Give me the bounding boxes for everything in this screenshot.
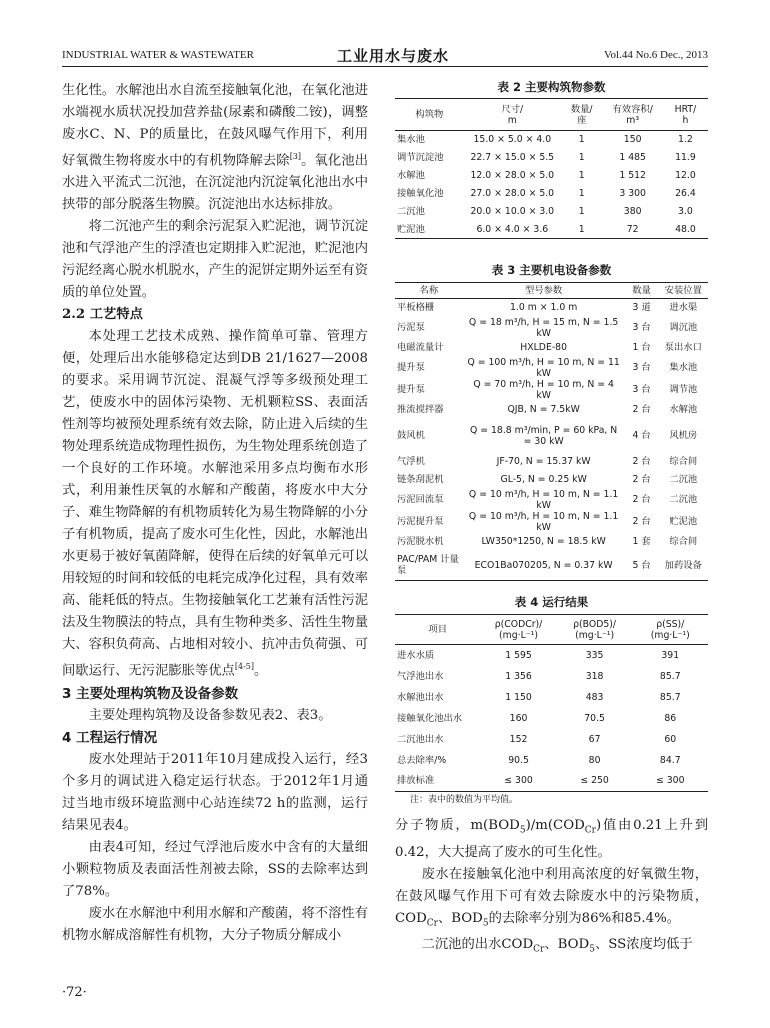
table-cell: 污泥泵 [397,322,425,333]
table-header: ρ(CODCr)/ (mg·L⁻¹) [494,618,543,641]
table-cell: 综合间 [669,456,698,467]
table-row [395,729,708,750]
table-header: ρ(BOD5)/ (mg·L⁻¹) [573,618,617,641]
paragraph: 将二沉池产生的剩余污泥泵入贮泥池，调节沉淀池和气浮池产生的浮渣也定期排入贮泥池，贮泥池内污泥经离心脱水机脱水，产生的泥饼定期外运至有资质的单位处置。 [62,219,368,301]
table-cell: 1.0 m × 1.0 m [509,302,578,314]
table-cell: Q = 70 m³/h, H = 10 m, N = 4 kW [473,378,614,401]
table-cell: ECO1Ba070205, N = 0.37 kW [474,559,613,571]
table-row [395,299,708,317]
paragraph: 主要处理构筑物及设备参数见表2、表3。 [88,707,332,723]
table-cell: 电磁流量计 [397,342,444,353]
table-header: HRT/ h [674,103,697,126]
table-cell: 3 300 [619,188,646,199]
paragraph: 二沉池的出水$COD_{Cr}$、$BOD_5$、SS浓度均低于 [421,937,693,955]
paragraph: 分子物质，$m(BOD_5)/m(COD_{Cr})$值由0.21上升到0.42，大大提高了废水的可生化性。 [395,818,708,860]
table-cell: 泵出水口 [664,342,702,353]
table-row [395,551,708,581]
table-cell: 1.2 [678,134,693,146]
table-cell: 3 台 [632,362,651,373]
table-cell: 1 [578,188,585,199]
table-row [395,401,708,419]
table-cell: QJB, N = 7.5kW [507,404,580,415]
table-cell: 380 [623,206,642,217]
table-cell: 84.7 [659,754,681,766]
table2-caption: 表 2 主要构筑物参数 [497,80,606,94]
journal-name: INDUSTRIAL WATER & WASTEWATER [62,49,254,61]
table-cell: 12.0 [675,170,696,181]
table-cell: 进水渠 [669,302,698,314]
table-cell: 2 台 [632,404,651,415]
table-cell: Q = 18 m³/h, H = 15 m, N = 1.5 kW [468,316,619,339]
table-row [395,149,708,167]
table-cell: 1 [578,134,585,146]
table-cell: ≤ 300 [504,775,533,787]
table-cell: 污泥脱水机 [397,536,444,547]
table-cell: Q = 10 m³/h, H = 10 m, N = 1.1 kW [468,488,619,511]
table-cell: 2 台 [632,456,651,467]
table-cell: 4 台 [632,430,651,441]
table4-note: 注：表中的数值为平均值。 [410,795,519,805]
table-header: 构筑物 [415,109,444,120]
table-cell: 48.0 [675,223,696,235]
table-cell: 1 [578,206,585,217]
table-row [395,453,708,471]
citation: [3] [289,152,302,161]
table-header: ρ(SS)/ (mg·L⁻¹) [650,618,690,641]
table-row [395,666,708,687]
table-cell: 二沉池 [397,206,425,217]
table-cell: 水解池 [669,404,698,415]
table-cell: 气浮池出水 [397,670,444,682]
table-header: 数量 [632,285,651,296]
section-heading: 4 工程运行情况 [62,729,158,746]
table-row [395,419,708,453]
table-cell: 综合间 [669,536,698,547]
table-cell: 72 [626,223,639,235]
table-cell: 接触氧化池 [397,188,444,199]
table-cell: 1 356 [505,670,532,682]
table-cell: 60 [664,733,677,745]
table-cell: 调沉池 [669,322,698,333]
table3-caption: 表 3 主要机电设备参数 [491,263,612,277]
table-cell: 26.4 [675,188,696,199]
table-cell: 70.5 [584,712,605,724]
table-cell: 平板格栅 [397,302,435,314]
table-cell: 鼓风机 [397,430,425,441]
table-cell: 贮泥池 [669,516,698,527]
paragraph: 废水在水解池中利用水解和产酸菌，将不溶性有机物水解成溶解性有机物，大分子物质分解成小 [62,905,368,943]
table-cell: 22.7 × 15.0 × 5.5 [470,152,555,163]
table-cell: ≤ 300 [656,775,685,787]
issue-info: Vol.44 No.6 Dec., 2013 [604,49,708,61]
page-number: ·72· [62,985,87,1000]
table-row [395,339,708,357]
running-header [62,45,708,65]
table-header: 名称 [419,285,439,296]
table-cell: 6.0 × 4.0 × 3.6 [476,223,549,235]
table-cell: 80 [588,754,601,766]
table-cell: 90.5 [508,754,529,766]
paragraph: 生化性。水解池出水自流至接触氧化池，在氧化池进水端视水质状况投加营养盐(尿素和磷酸二铵)，调整废水C、N、P的质量比，在鼓风曝气作用下，利用好氧微生物将废水中的有机物降解去除[3]。氧化池出水进入平流式二沉池，在沉淀池内沉淀氧化池出水中挟带的部分脱落生物膜。沉淀池出水达标排放。 [62,83,369,213]
table-cell: 3 台 [632,384,651,395]
table-cell: 调节沉淀池 [397,152,444,163]
table-row [395,131,708,149]
table-cell: 进水水质 [397,649,435,661]
section-heading: 3 主要处理构筑物及设备参数 [62,685,239,702]
table-cell: 集水池 [669,362,698,373]
table-cell: 风机房 [669,430,698,441]
table-row [395,750,708,771]
table-cell: 152 [509,733,528,745]
table-cell: Q = 100 m³/h, H = 10 m, N = 11 kW [467,356,620,379]
table4-caption: 表 4 运行结果 [514,595,589,609]
table-cell: 11.9 [675,152,696,163]
journal-cn-title: 工业用水与废水 [337,49,450,65]
table-cell: 总去除率/% [397,754,447,766]
table-cell: 提升泵 [397,384,425,395]
right-column [395,815,708,961]
paragraph: 废水处理站于2011年10月建成投入运行，经3个多月的调试进入稳定运行状态。于2012年1月通过当地市级环境监测中心站连续72 h的监测，运行结果见表4。 [62,751,368,833]
citation: [4-5] [234,662,254,672]
table-cell: 12.0 × 28.0 × 5.0 [470,170,555,181]
table-cell: 排放标准 [397,775,435,787]
table-cell: 3 台 [632,322,651,333]
table-cell: PAC/PAM 计量泵 [397,554,459,577]
table-row [395,687,708,708]
table-cell: 5 台 [632,559,651,571]
table-cell: 1 [578,223,585,235]
table-cell: Q = 10 m³/h, H = 10 m, N = 1.1 kW [468,510,619,533]
table-cell: 1 台 [632,342,651,353]
table-cell: 污泥提升泵 [397,516,444,527]
table-cell: 1 套 [632,536,651,547]
table-cell: 提升泵 [397,362,425,373]
table-header: 尺寸/ m [501,103,524,126]
section-heading: 2.2 工艺特点 [62,307,143,323]
table-cell: 1 [578,170,585,181]
table-cell: 调节池 [669,384,698,395]
table-cell: 3 道 [632,302,651,314]
table-row [395,645,708,666]
table-cell: Q = 18.8 m³/min, P = 60 kPa, N = 30 kW [470,424,618,447]
table-cell: 391 [661,649,680,661]
table-cell: GL-5, N = 0.25 kW [500,474,587,485]
table-header: 有效容积/ m³ [612,103,653,126]
table-cell: HXLDE-80 [520,342,568,353]
table-cell: 二沉池 [669,474,698,485]
table-cell: 2 台 [632,516,651,527]
table-cell: 水解池 [397,170,425,181]
paragraph: 由表4可知，经过气浮池后废水中含有的大量细小颗粒物质及表面活性剂被去除，SS的去除率达到了78%。 [62,839,368,899]
table-cell: 1 595 [505,649,532,661]
table-cell: 二沉池出水 [397,733,444,745]
table-cell: 集水池 [397,134,425,146]
table-header: 型号参数 [525,285,563,296]
paragraph: 废水在接触氧化池中利用高浓度的好氧微生物，在鼓风曝气作用下可有效去除废水中的污染物质，$COD_{Cr}$、$BOD_5$的去除率分别为86%和85.4%。 [395,866,708,929]
table-cell: 1 485 [619,152,646,163]
table-cell: JF-70, N = 15.37 kW [496,456,591,467]
table-cell: 1 [578,152,585,163]
table-cell: 污泥回流泵 [397,494,444,505]
table-cell: 二沉池 [669,494,698,505]
table-cell: 加药设备 [664,559,702,571]
table-cell: 2 台 [632,494,651,505]
table-row [395,379,708,401]
table-cell: 85.7 [659,691,681,703]
table-cell: 水解池出水 [397,691,444,703]
table-cell: 160 [509,712,528,724]
table-cell: 1 150 [505,691,532,703]
table-row [395,771,708,792]
table-cell: 67 [588,733,601,745]
table-cell: 335 [585,649,604,661]
table-cell: 15.0 × 5.0 × 4.0 [473,134,552,146]
table-cell: 483 [585,691,604,703]
table-cell: 2 台 [632,474,651,485]
table-cell: 贮泥池 [397,223,425,235]
table-row [395,317,708,339]
table-cell: 链条刮泥机 [397,474,444,485]
table-cell: ≤ 250 [580,775,609,787]
table-row [395,203,708,221]
table-row [395,185,708,203]
table-cell: 推流搅拌器 [397,404,444,415]
table-row [395,221,708,239]
table-cell: 27.0 × 28.0 × 5.0 [470,188,555,199]
table-row [395,357,708,379]
table2 [395,98,708,239]
table-cell: 86 [664,712,677,724]
table3 [395,282,708,581]
table-cell: LW350*1250, N = 18.5 kW [481,536,606,547]
table-cell: 150 [623,134,642,146]
table-cell: 20.0 × 10.0 × 3.0 [470,206,555,217]
table-cell: 气浮机 [397,456,425,467]
table-row [395,489,708,511]
paragraph: 本处理工艺技术成熟、操作简单可靠、管理方便，处理后出水能够稳定达到DB 21/1627—2008的要求。采用调节沉淀、混凝气浮等多级预处理工艺，使废水中的固体污染物、无机颗粒SS、表面活性剂等均被预处理系统有效去除，防止进入后续的生物处理系统造成物理性损伤，为生物处理系统创造了一个良好的工作环境。水解池采用多点均衡布水形式，利用兼性厌氧的水解和产酸菌，将废水中大分子、难生物降解的有机物质转化为易生物降解的小分子有机物质，提高了废水可生化性，因此，水解池出水更易于被好氧菌降解，使得在后续的好氧单元可以用较短的时间和较低的电耗完成净化过程，具有效率高、能耗低的特点。生物接触氧化工艺兼有活性污泥法及生物膜法的特点，具有生物种类多、活性生物量大、容积负荷高、占地相对较小、抗冲击负荷强、可间歇运行、无污泥膨胀等优点[4-5]。 [62,329,368,679]
table-header: 数量/ 座 [570,103,593,126]
table4 [395,614,708,792]
table-row [395,471,708,489]
table-cell: 318 [585,670,604,682]
table-row [395,167,708,185]
table-cell: 85.7 [659,670,681,682]
table-header: 安装位置 [664,285,702,296]
left-column [62,80,368,947]
header-rule [62,66,708,67]
table-cell: 接触氧化池出水 [397,712,463,724]
table-cell: 3.0 [678,206,693,217]
table-row [395,708,708,729]
table-header: 项目 [428,624,447,635]
table-cell: 1 512 [619,170,646,181]
table-row [395,533,708,551]
table-row [395,511,708,533]
